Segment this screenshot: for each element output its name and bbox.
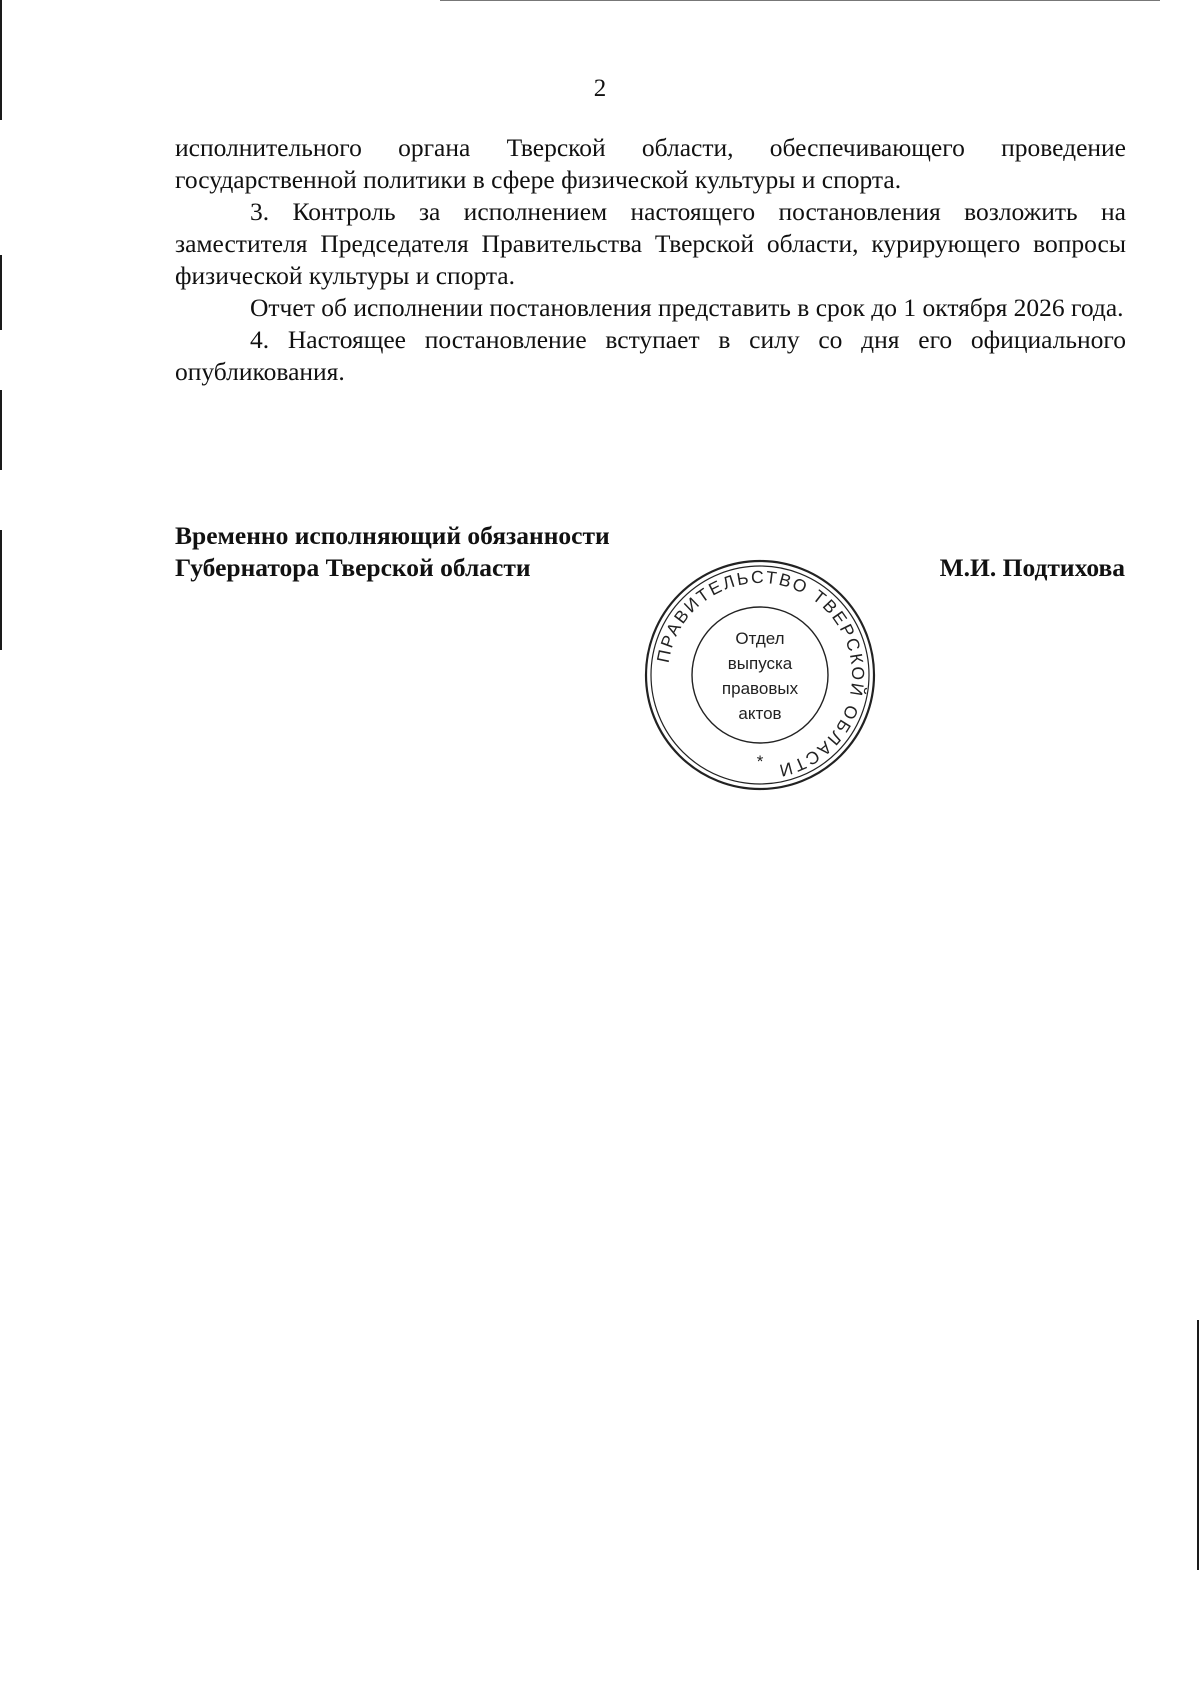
scan-edge-line bbox=[0, 530, 2, 650]
page-number: 2 bbox=[593, 75, 607, 102]
scan-edge-line bbox=[1197, 1320, 1199, 1570]
paragraph: исполнительного органа Тверской области, обеспечивающего проведение государственной политики в сфере физической культуры и спорта. bbox=[175, 133, 1126, 194]
scan-top-line bbox=[440, 0, 1160, 1]
document-body bbox=[175, 132, 1126, 388]
scan-edge-line bbox=[0, 255, 2, 330]
paragraph: Отчет об исполнении постановления представить в срок до 1 октября 2026 года. bbox=[250, 293, 1124, 322]
signatory-title-line: Временно исполняющий обязанности bbox=[175, 521, 610, 550]
paragraph: 4. Настоящее постановление вступает в силу со дня его официального опубликования. bbox=[175, 325, 1126, 386]
seal-ring-text bbox=[653, 567, 869, 781]
scan-edge-line bbox=[0, 0, 2, 120]
seal-center-line: выпуска bbox=[727, 654, 793, 673]
seal-center-line: Отдел bbox=[735, 629, 785, 648]
official-seal bbox=[643, 558, 877, 792]
signatory-name: М.И. Подтихова bbox=[939, 553, 1125, 582]
paragraph: 3. Контроль за исполнением настоящего постановления возложить на заместителя Председателя Правительства Тверской области, курирующего вопросы физической культуры и спорта. bbox=[175, 197, 1126, 290]
seal-center-line: правовых bbox=[721, 679, 799, 698]
signatory-title bbox=[175, 520, 610, 584]
seal-star: * bbox=[756, 752, 764, 771]
seal-center-line: актов bbox=[738, 704, 782, 723]
seal-ring-textpath: ПРАВИТЕЛЬСТВО ТВЕРСКОЙ ОБЛАСТИ bbox=[652, 566, 869, 782]
signatory-title-line: Губернатора Тверской области bbox=[175, 553, 531, 582]
scan-edge-line bbox=[0, 390, 2, 470]
seal-graphic bbox=[643, 558, 877, 792]
